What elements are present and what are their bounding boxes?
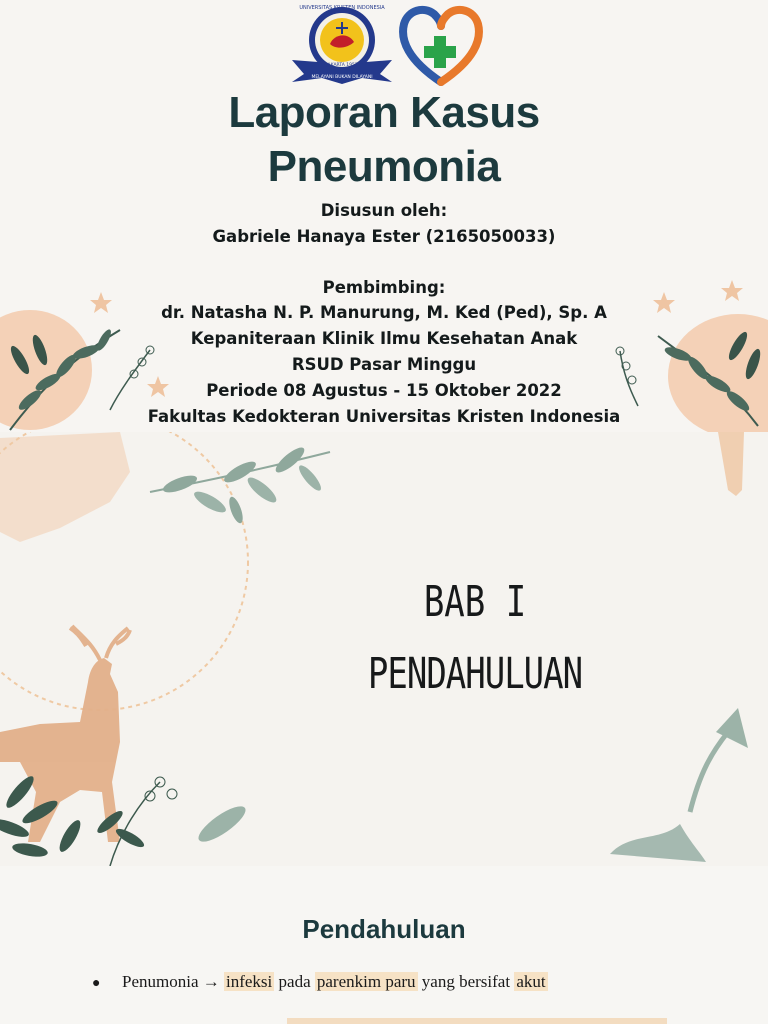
- chapter-slide: [0, 432, 768, 866]
- arrow-decoration: [610, 708, 748, 862]
- cover-details: [0, 198, 768, 429]
- uki-university-logo: [288, 4, 396, 86]
- bullet-text-2: pada: [274, 972, 315, 991]
- program-name: Kepaniteraan Klinik Ilmu Kesehatan Anak: [190, 329, 578, 349]
- logo-ring-text: UNIVERSITAS KRISTEN INDONESIA: [299, 5, 385, 11]
- hospital-name: RSUD Pasar Minggu: [291, 354, 477, 374]
- advisor-name: dr. Natasha N. P. Manurung, M. Ked (Ped), Sp. A: [161, 303, 607, 323]
- heart-plus-logo: [398, 4, 484, 86]
- cover-title: [0, 86, 768, 194]
- highlight-infeksi: infeksi: [226, 972, 273, 991]
- section-title: Pendahuluan: [302, 914, 466, 944]
- bullet-item: [92, 972, 732, 992]
- title-line-2: Pneumonia: [267, 142, 501, 191]
- logos-row: [0, 4, 768, 84]
- content-slide: [0, 866, 768, 1024]
- logo-year-text: JAKARTA 1953: [326, 63, 358, 68]
- bullet-text-3: yang bersifat: [417, 972, 515, 991]
- author-name: Gabriele Hanaya Ester (2165050033): [212, 226, 556, 246]
- bullet-text-1: Penumonia →: [122, 972, 224, 991]
- highlight-akut: akut: [516, 972, 546, 991]
- author-label: Disusun oleh:: [320, 201, 448, 220]
- period-text: Periode 08 Agustus - 15 Oktober 2022: [206, 380, 562, 400]
- cover-slide: [0, 0, 768, 432]
- highlight-bar: [287, 1018, 667, 1024]
- faculty-name: Fakultas Kedokteran Universitas Kristen Indonesia: [147, 406, 621, 426]
- title-line-1: Laporan Kasus: [228, 88, 540, 137]
- deer-illustration: [0, 626, 130, 842]
- peach-drip: [718, 432, 744, 496]
- highlight-parenkim-paru: parenkim paru: [316, 972, 416, 991]
- chapter-number: BAB I: [423, 577, 527, 627]
- falling-leaf: [194, 801, 250, 848]
- advisor-label: Pembimbing:: [322, 277, 446, 297]
- chapter-title: PENDAHULUAN: [367, 649, 583, 699]
- medical-cross-icon: [424, 36, 456, 68]
- logo-ribbon-text: MELAYANI BUKAN DILAYANI: [311, 75, 373, 80]
- bullet-marker: ●: [92, 976, 101, 991]
- peach-paper-shape: [0, 432, 130, 542]
